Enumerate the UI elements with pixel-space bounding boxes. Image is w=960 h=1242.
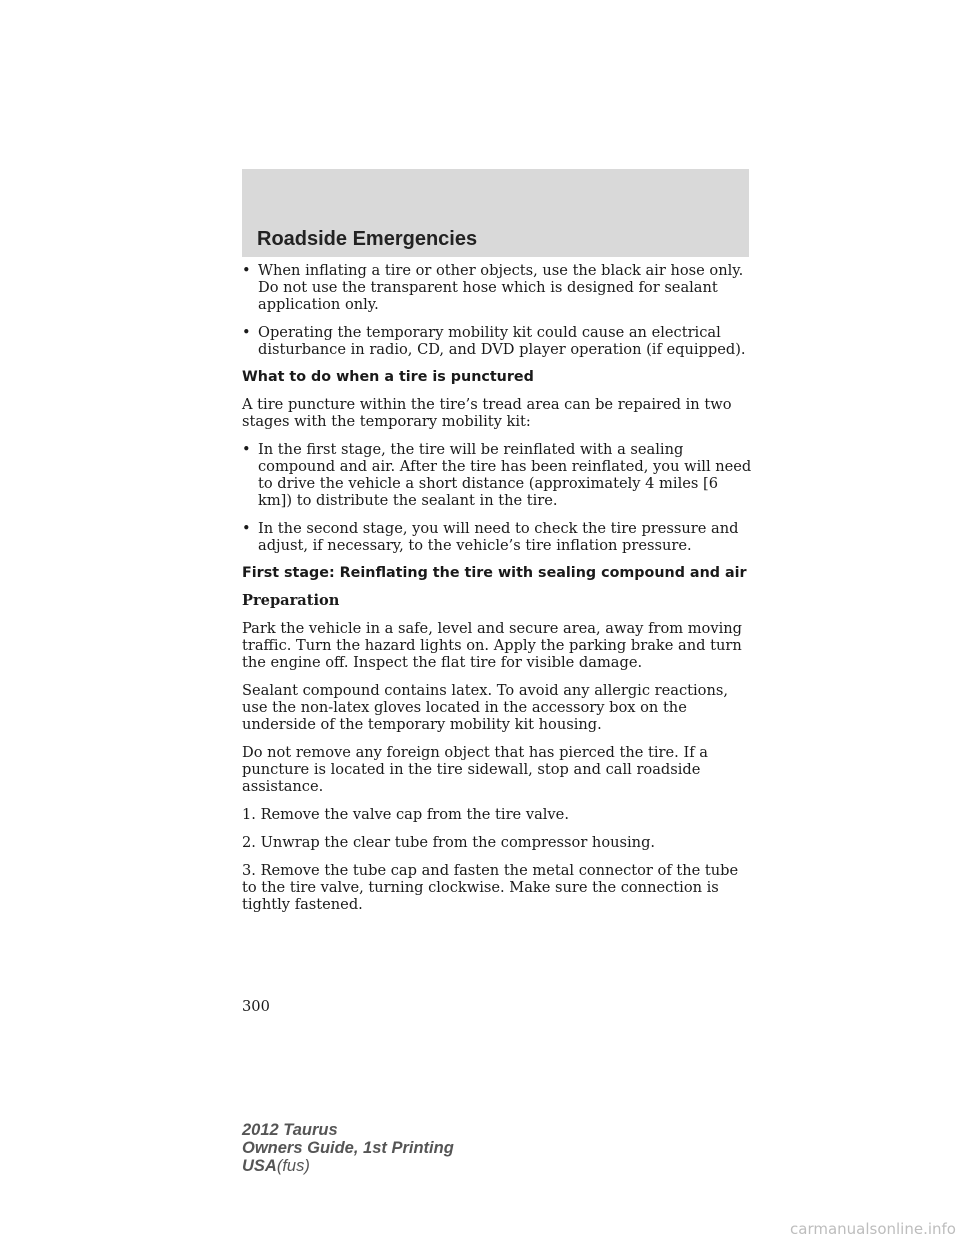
section-header-band [242,169,749,257]
footer-model-line: 2012 Taurus [242,1121,338,1139]
bullet-item-first-stage [242,441,754,509]
paragraph-latex-warning: Sealant compound contains latex. To avoid any allergic reactions, use the non-latex gloves located in the accessory box on the underside of the temporary mobility kit housing. [242,682,728,733]
bullet-item-second-stage [242,520,754,554]
bullet-item-electrical-disturbance [242,324,754,358]
bullet-text: In the first stage, the tire will be reinflated with a sealing compound and air. After the tire has been reinflated, you will need to drive the vehicle a short distance (approximately 4 miles [6 km]) to distribute the sealant in the tire. [258,441,752,509]
bullet-text: Operating the temporary mobility kit could cause an electrical disturbance in radio, CD, and DVD player operation (if equipped). [258,324,746,358]
heading-preparation: Preparation [242,592,340,609]
document-footer [242,1121,454,1175]
heading-first-stage: First stage: Reinflating the tire with sealing compound and air [242,565,747,581]
footer-region: USA [242,1157,277,1175]
bullet-dot: • [242,441,251,458]
bullet-dot: • [242,520,251,537]
paragraph-park-vehicle: Park the vehicle in a safe, level and secure area, away from moving traffic. Turn the hazard lights on. Apply the parking brake and turn the engine off. Inspect the flat tire for visible damage. [242,620,742,671]
step-1: 1. Remove the valve cap from the tire valve. [242,806,569,823]
site-watermark: carmanualsonline.info [790,1220,956,1238]
page-content [242,262,754,924]
footer-region-code: (fus) [276,1157,310,1175]
footer-guide-line: Owners Guide, 1st Printing [242,1139,454,1157]
step-2: 2. Unwrap the clear tube from the compressor housing. [242,834,656,851]
footer-region-line [242,1157,454,1175]
paragraph-foreign-object: Do not remove any foreign object that has pierced the tire. If a puncture is located in the tire sidewall, stop and call roadside assistance. [242,744,708,795]
bullet-text: When inflating a tire or other objects, use the black air hose only. Do not use the transparent hose which is designed for sealant application only. [258,262,744,313]
bullet-text: In the second stage, you will need to check the tire pressure and adjust, if necessary, to the vehicle’s tire inflation pressure. [258,520,739,554]
paragraph-puncture-intro: A tire puncture within the tire’s tread area can be repaired in two stages with the temporary mobility kit: [242,396,732,430]
bullet-dot: • [242,262,251,279]
step-3: 3. Remove the tube cap and fasten the metal connector of the tube to the tire valve, turning clockwise. Make sure the connection is tightly fastened. [242,862,739,913]
page-number: 300 [242,998,270,1015]
bullet-item-black-hose [242,262,754,313]
section-title: Roadside Emergencies [257,228,478,250]
bullet-dot: • [242,324,251,341]
heading-tire-punctured: What to do when a tire is punctured [242,369,534,385]
